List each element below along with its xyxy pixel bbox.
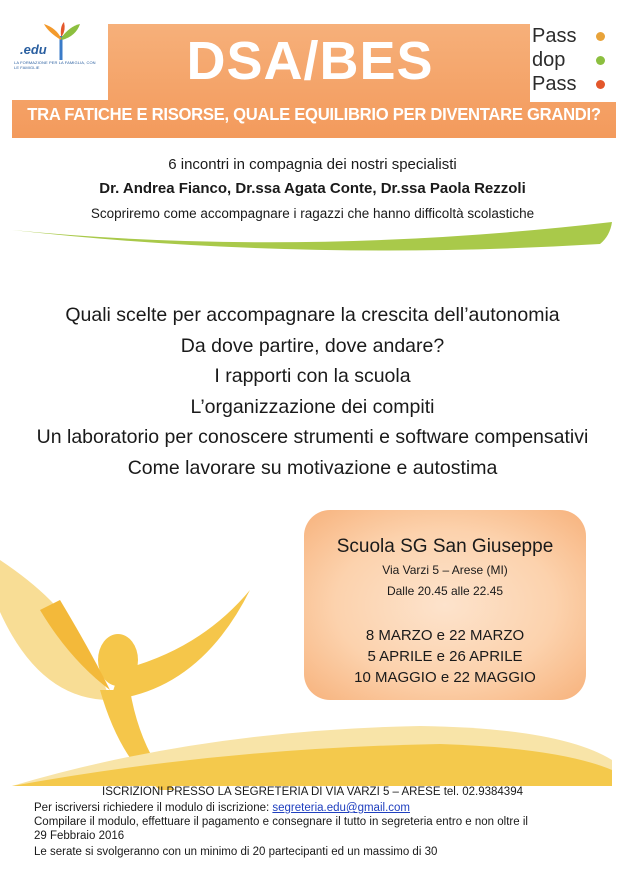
- logo-right-line-1: Pass: [532, 25, 577, 47]
- topic-item: L’organizzazione dei compiti: [190, 395, 435, 418]
- topic-item: Quali scelte per accompagnare la crescita dell’autonomia: [65, 304, 560, 326]
- registration-info: ISCRIZIONI PRESSO LA SEGRETERIA DI VIA VARZI 5 – ARESE tel. 02.9384394: [102, 786, 523, 798]
- email-link[interactable]: segreteria.edu@gmail.com: [272, 802, 410, 814]
- specialists-names: Dr. Andrea Fianco, Dr.ssa Agata Conte, Dr.ssa Paola Rezzoli: [99, 180, 526, 197]
- date-line: 5 APRILE e 26 APRILE: [367, 648, 523, 665]
- logo-right-line-3: Pass: [532, 73, 577, 95]
- school-name: Scuola SG San Giuseppe: [336, 536, 554, 557]
- topic-item: Come lavorare su motivazione e autostima: [127, 456, 498, 479]
- date-line: 8 MARZO e 22 MARZO: [365, 627, 525, 644]
- page-subtitle: TRA FATICHE E RISORSE, QUALE EQUILIBRIO PER DIVENTARE GRANDI?: [27, 104, 601, 124]
- participants-note: Le serate si svolgeranno con un minimo di 20 partecipanti ed un massimo di 30: [34, 846, 438, 858]
- topic-item: Da dove partire, dove andare?: [180, 334, 445, 357]
- event-dates: [304, 625, 586, 688]
- green-swoosh: [12, 222, 612, 250]
- instructions-text: Per iscriversi richiedere il modulo di iscrizione:: [34, 802, 273, 814]
- event-time: Dalle 20.45 alle 22.45: [386, 584, 504, 598]
- topics-list: [0, 300, 625, 483]
- dot-icon: [596, 56, 605, 65]
- deadline-text: Compilare il modulo, effettuare il pagamento e consegnare il tutto in segreteria entro e non oltre il: [34, 816, 528, 828]
- page-title: DSA/BES: [186, 31, 434, 91]
- dot-icon: [596, 32, 605, 41]
- date-line: 10 MAGGIO e 22 MAGGIO: [354, 669, 536, 686]
- school-address: Via Varzi 5 – Arese (MI): [382, 563, 508, 577]
- topic-item: I rapporti con la scuola: [214, 365, 411, 387]
- intro-line: 6 incontri in compagnia dei nostri specialisti: [168, 156, 457, 173]
- topic-item: Un laboratorio per conoscere strumenti e software compensativi: [36, 426, 589, 448]
- deadline-date: 29 Febbraio 2016: [34, 830, 125, 842]
- edu-logo-subtext: LA FORMAZIONE PER LA FAMIGLIA, CON LE FAMIGLIE: [14, 60, 96, 70]
- edu-logo-text: .edu: [20, 42, 47, 57]
- dot-icon: [596, 80, 605, 89]
- registration-instructions: [34, 802, 594, 816]
- logo-right-line-2: dop: [532, 49, 566, 71]
- intro-description: Scopriremo come accompagnare i ragazzi che hanno difficoltà scolastiche: [90, 206, 535, 221]
